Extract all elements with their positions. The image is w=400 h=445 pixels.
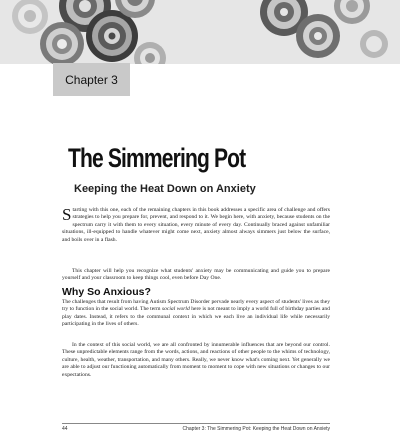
concentric-circles-graphic	[0, 0, 400, 64]
circle-cluster-left	[12, 0, 166, 64]
page-number: 44	[62, 426, 68, 432]
section-paragraph-1-start: The challenges that result from having Autism Spectrum Disorder pervade nearly every aspect of students' lives as they try to function in the social world. The term	[62, 299, 330, 313]
section-paragraph-1	[62, 299, 330, 329]
drop-cap: S	[62, 205, 72, 224]
chapter-title: The Simmering Pot	[68, 143, 246, 173]
section-paragraph-2: In the context of this social world, we are all confronted by innumerable influences that are beyond our control. These unpredictable elements range from the words, actions, and reactions of other people to the whims of technology, culture, health, weather, transportation, and many others. Really, we never know what's coming next. Yet generally we are able to adjust our functioning automatically from moment to moment to cope with new situations or changes to our expectations.	[62, 342, 330, 378]
intro-paragraph-2: This chapter will help you recognize what students' anxiety may be communicating and guide you to prepare yourself and your classroom to keep things cool, even before Day One.	[62, 268, 330, 282]
circle-cluster-right	[260, 0, 388, 58]
section-heading: Why So Anxious?	[62, 286, 151, 298]
running-footer: Chapter 3: The Simmering Pot: Keeping the Heat Down on Anxiety	[182, 426, 330, 432]
section-paragraph-1-end: here is not meant to imply a world full of birthday parties and play dates. Instead, it refers to the communal context in which we each live an individual life while necessarily participating in the lives of others.	[62, 306, 330, 328]
chapter-subtitle: Keeping the Heat Down on Anxiety	[74, 183, 256, 195]
chapter-label: Chapter 3	[65, 72, 118, 87]
section-paragraph-1-emphasis: social world	[161, 306, 190, 313]
footer-rule	[62, 423, 330, 424]
intro-paragraph	[62, 207, 330, 244]
decorative-header-band	[0, 0, 400, 64]
chapter-label-box	[53, 63, 130, 96]
intro-paragraph-text: tarting with this one, each of the remaining chapters in this book addresses a specific area of challenge and offers strategies to help you prepare for, prevent, and respond to it. We begin here, with anxiety, because students on the spectrum carry it with them to every situation, every minute of every day. Continually braced against unfamiliar situations, ill-equipped to handle whatever might come next, anxiety almost always simmers just below the surface, and boils over in a flash.	[62, 207, 330, 243]
